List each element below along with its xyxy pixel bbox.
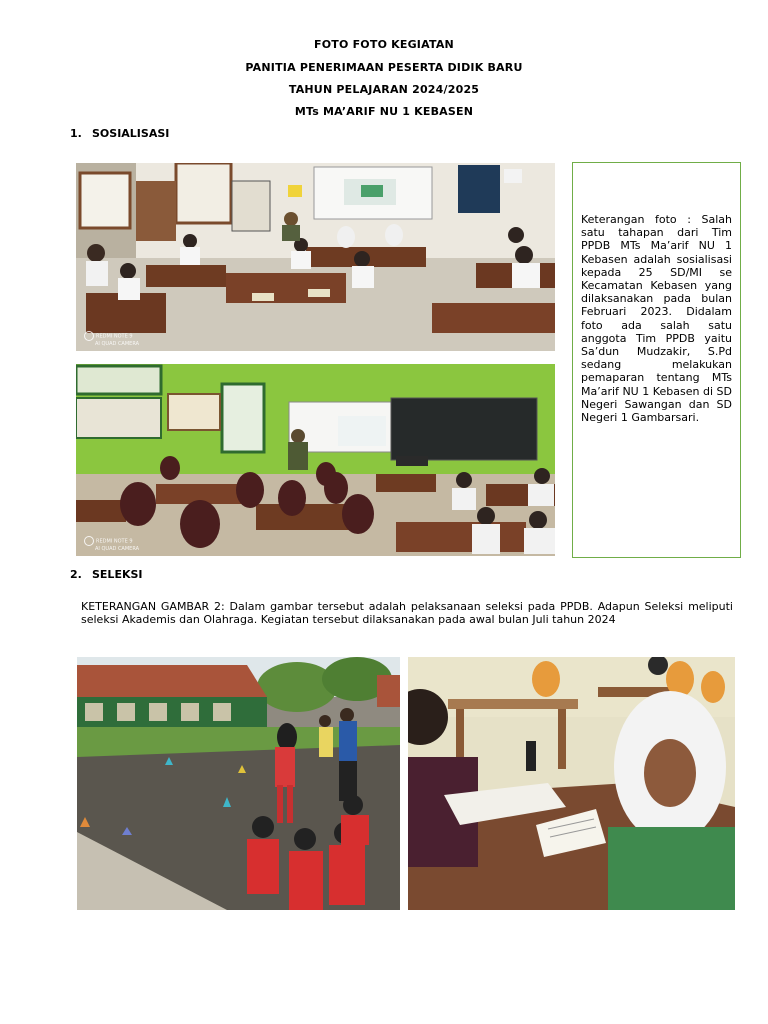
- section-number: 2.: [70, 568, 82, 581]
- section-number: 1.: [70, 127, 82, 140]
- camera-watermark: REDMI NOTE 9 AI QUAD CAMERA: [84, 536, 139, 552]
- selection-photo-sports: [77, 657, 400, 910]
- section-heading-seleksi: [70, 568, 143, 581]
- committee-name: PANITIA PENERIMAAN PESERTA DIDIK BARU: [245, 61, 523, 74]
- camera-lens-icon: [84, 536, 94, 546]
- academic-year: TAHUN PELAJARAN 2024/2025: [288, 83, 480, 96]
- selection-photo-academic: [408, 657, 735, 910]
- socialization-photo-1: [76, 163, 555, 351]
- socialization-photo-2: [76, 364, 555, 556]
- section-title: SOSIALISASI: [92, 127, 170, 140]
- school-name: MTs MA’ARIF NU 1 KEBASEN: [294, 105, 474, 118]
- selection-description: KETERANGAN GAMBAR 2: Dalam gambar tersebut adalah pelaksanaan seleksi pada PPDB. Adapun Seleksi meliputi seleksi Akademis dan Olahraga. Kegiatan tersebut dilaksanakan pada awal bulan Juli tahun 2024: [81, 600, 733, 626]
- section-title: SELEKSI: [92, 568, 143, 581]
- camera-lens-icon: [84, 331, 94, 341]
- camera-watermark: REDMI NOTE 9 AI QUAD CAMERA: [84, 331, 139, 347]
- section-heading-sosialisasi: [70, 127, 169, 140]
- document-title: FOTO FOTO KEGIATAN: [314, 38, 454, 51]
- photo-caption-text: Keterangan foto : Salah satu tahapan dari Tim PPDB MTs Ma’arif NU 1 Kebasen adalah sosialisasi kepada 25 SD/MI se Kecamatan Kebasen yang dilaksanakan pada bulan Februari 2023. Didalam foto ada salah satu anggota Tim PPDB yaitu Sa’dun Mudzakir, S.Pd sedang melakukan pemaparan tentang MTs Ma’arif NU 1 Kebasen di SD Negeri Sawangan dan SD Negeri 1 Gambarsari.: [581, 213, 732, 425]
